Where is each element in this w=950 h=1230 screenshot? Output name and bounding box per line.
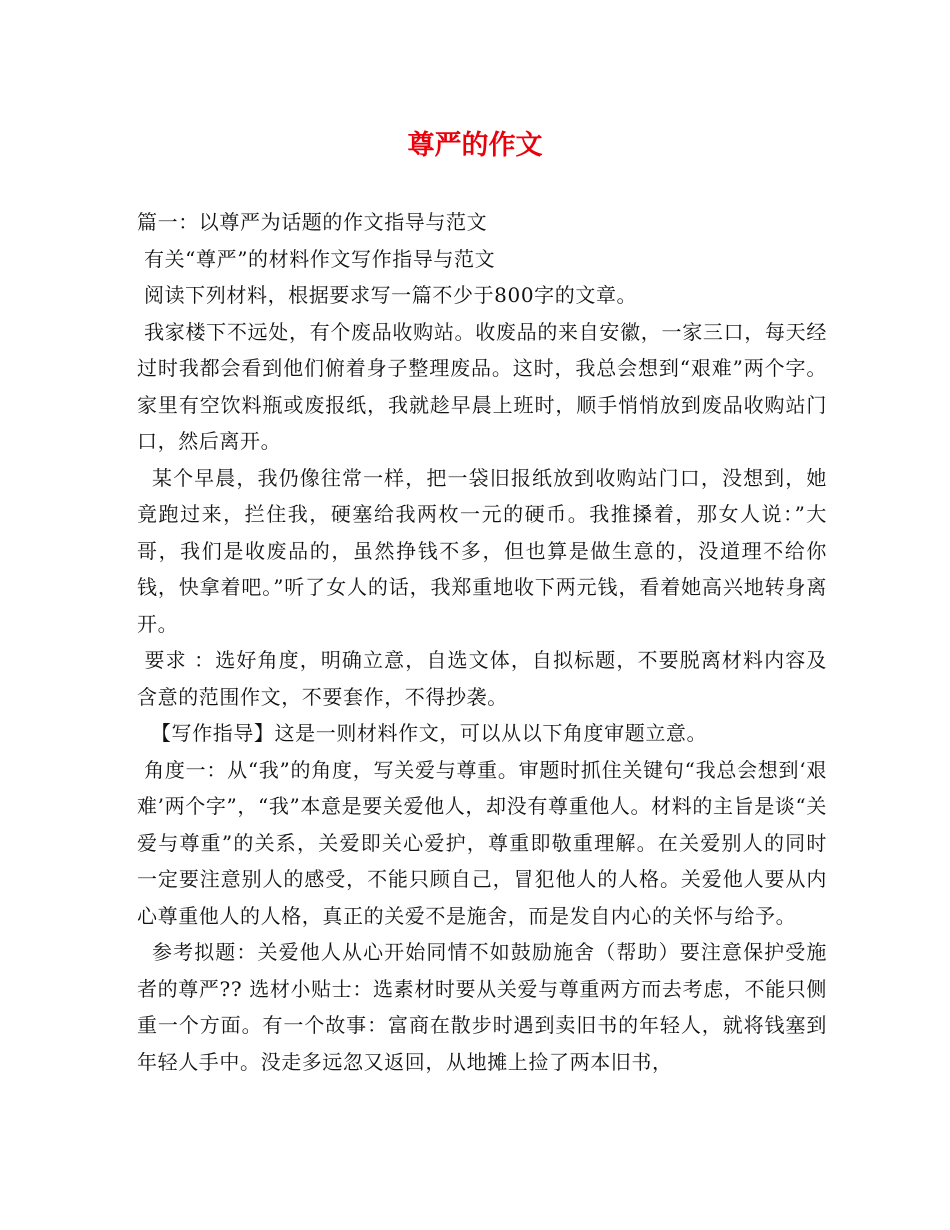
paragraph: 有关“尊严”的材料作文写作指导与范文 [137, 246, 496, 271]
document-title: 尊严的作文 [407, 130, 543, 161]
paragraph: 参考拟题：关爱他人从心开始同情不如鼓励施舍（帮助）要注意保护受施者的尊严?? 选材小贴士：选素材时要从关爱与尊重两方而去考虑，不能只侧重一个方面。有一个故事：富商在散步时遇到卖旧书的年轻人，就将钱塞到年轻人手中。没走多远忽又返回，从地摊上捡了两本旧书， [137, 940, 828, 1074]
paragraph: 要求 ：选好角度，明确立意，自选文体，自拟标题，不要脱离材料内容及含意的范围作文，不要套作，不得抄袭。 [137, 648, 827, 709]
paragraph: 阅读下列材料，根据要求写一篇不少于800字的文章。 [137, 283, 638, 307]
paragraph: 某个早晨，我仍像往常一样，把一袋旧报纸放到收购站门口，没想到，她竟跑过来，拦住我，硬塞给我两枚一元的硬币。我推搡着，那女人说：”大哥，我们是收废品的，虽然挣钱不多，但也算是做生意的，没道理不给你钱，快拿着吧。”听了女人的话，我郑重地收下两元钱，看着她高兴地转身离开。 [137, 465, 828, 636]
paragraph: 我家楼下不远处，有个废品收购站。收废品的来自安徽，一家三口，每天经过时我都会看到他们俯着身子整理废品。这时，我总会想到“艰难”两个字。家里有空饮料瓶或废报纸，我就趁早晨上班时，顺手悄悄放到废品收购站门口，然后离开。 [137, 319, 827, 453]
paragraph: 角度一：从“我”的角度，写关爱与尊重。审题时抓住关键句“我总会想到‘艰难’两个字”，“我”本意是要关爱他人，却没有尊重他人。材料的主旨是谈“关爱与尊重”的关系，关爱即关心爱护，尊重即敬重理解。在关爱别人的同时一定要注意别人的感受，不能只顾自己，冒犯他人的人格。关爱他人要从内心尊重他人的人格，真正的关爱不是施舍，而是发自内心的关怀与给予。 [137, 757, 827, 928]
document-body [137, 204, 827, 1080]
paragraph: 篇一：以尊严为话题的作文指导与范文 [137, 210, 488, 234]
paragraph: 【写作指导】这是一则材料作文，可以从以下角度审题立意。 [137, 721, 708, 745]
